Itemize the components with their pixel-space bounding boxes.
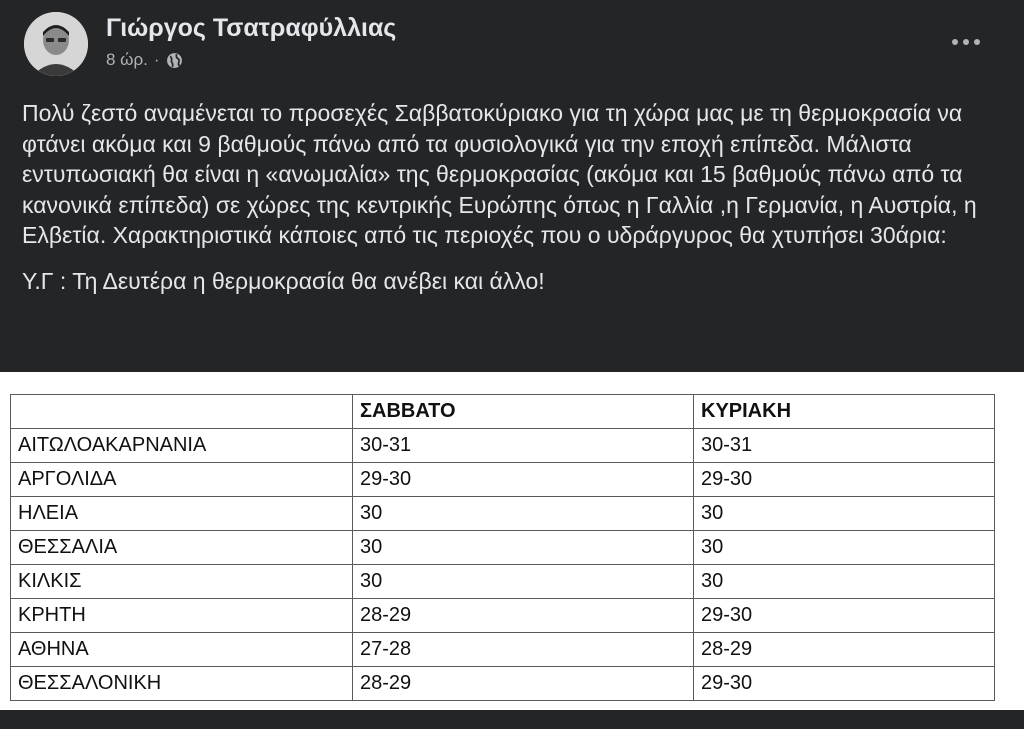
saturday-cell: 30 — [353, 531, 694, 565]
avatar[interactable] — [24, 12, 88, 76]
saturday-cell: 30 — [353, 565, 694, 599]
region-cell: ΘΕΣΣΑΛΙΑ — [11, 531, 353, 565]
post-note: Υ.Γ : Τη Δευτέρα η θερμοκρασία θα ανέβει και άλλο! — [22, 267, 545, 294]
sunday-cell: 29-30 — [694, 463, 995, 497]
region-cell: ΑΡΓΟΛΙΔΑ — [11, 463, 353, 497]
table-row — [11, 429, 995, 463]
post-meta — [106, 50, 183, 70]
saturday-cell: 29-30 — [353, 463, 694, 497]
region-cell: ΘΕΣΣΑΛΟΝΙΚΗ — [11, 667, 353, 701]
saturday-cell: 28-29 — [353, 599, 694, 633]
more-options-button[interactable] — [948, 30, 984, 54]
table-header-cell: ΣΑΒΒΑΤΟ — [353, 395, 694, 429]
post-paragraph: Πολύ ζεστό αναμένεται το προσεχές Σαββατοκύριακο για τη χώρα μας με τη θερμοκρασία να φτάνει ακόμα και 9 βαθμούς πάνω από τα φυσιολογικά για την εποχή επίπεδα. Μάλιστα εντυπωσιακή θα είναι η «ανωμαλία» της θερμοκρασίας (ακόμα και 15 βαθμούς πάνω από τα κανονικά επίπεδα) σε χώρες της κεντρικής Ευρώπης όπως η Γαλλία ,η Γερμανία, η Αυστρία, η Ελβετία. Χαρακτηριστικά κάποιες από τις περιοχές που ο υδράργυρος θα χτυπήσει 30άρια: — [22, 100, 977, 248]
table-row — [11, 531, 995, 565]
table-row — [11, 497, 995, 531]
sunday-cell: 30 — [694, 565, 995, 599]
table-row — [11, 633, 995, 667]
more-options-icon — [952, 39, 958, 45]
avatar-photo-icon — [24, 12, 88, 76]
post-footer-strip — [0, 710, 1024, 729]
region-cell: ΑΙΤΩΛΟΑΚΑΡΝΑΝΙΑ — [11, 429, 353, 463]
region-cell: ΚΙΛΚΙΣ — [11, 565, 353, 599]
saturday-cell: 27-28 — [353, 633, 694, 667]
table-row — [11, 599, 995, 633]
table-header-row — [11, 395, 995, 429]
globe-icon[interactable] — [166, 52, 183, 69]
region-cell: ΗΛΕΙΑ — [11, 497, 353, 531]
sunday-cell: 29-30 — [694, 599, 995, 633]
table-header-cell — [11, 395, 353, 429]
sunday-cell: 28-29 — [694, 633, 995, 667]
region-cell: ΑΘΗΝΑ — [11, 633, 353, 667]
post-time[interactable]: 8 ώρ. — [106, 50, 148, 69]
sunday-cell: 29-30 — [694, 667, 995, 701]
table-row — [11, 667, 995, 701]
post-text — [22, 98, 1007, 296]
temperature-table — [10, 394, 995, 701]
more-options-icon — [963, 39, 969, 45]
attached-image[interactable] — [0, 372, 1024, 710]
saturday-cell: 30-31 — [353, 429, 694, 463]
region-cell: ΚΡΗΤΗ — [11, 599, 353, 633]
table-header-cell: ΚΥΡΙΑΚΗ — [694, 395, 995, 429]
sunday-cell: 30-31 — [694, 429, 995, 463]
table-row — [11, 565, 995, 599]
author-name[interactable]: Γιώργος Τσατραφύλλιας — [106, 14, 397, 42]
saturday-cell: 30 — [353, 497, 694, 531]
post-header — [0, 0, 1024, 90]
meta-separator: · — [153, 50, 160, 69]
more-options-icon — [974, 39, 980, 45]
sunday-cell: 30 — [694, 531, 995, 565]
sunday-cell: 30 — [694, 497, 995, 531]
table-row — [11, 463, 995, 497]
saturday-cell: 28-29 — [353, 667, 694, 701]
